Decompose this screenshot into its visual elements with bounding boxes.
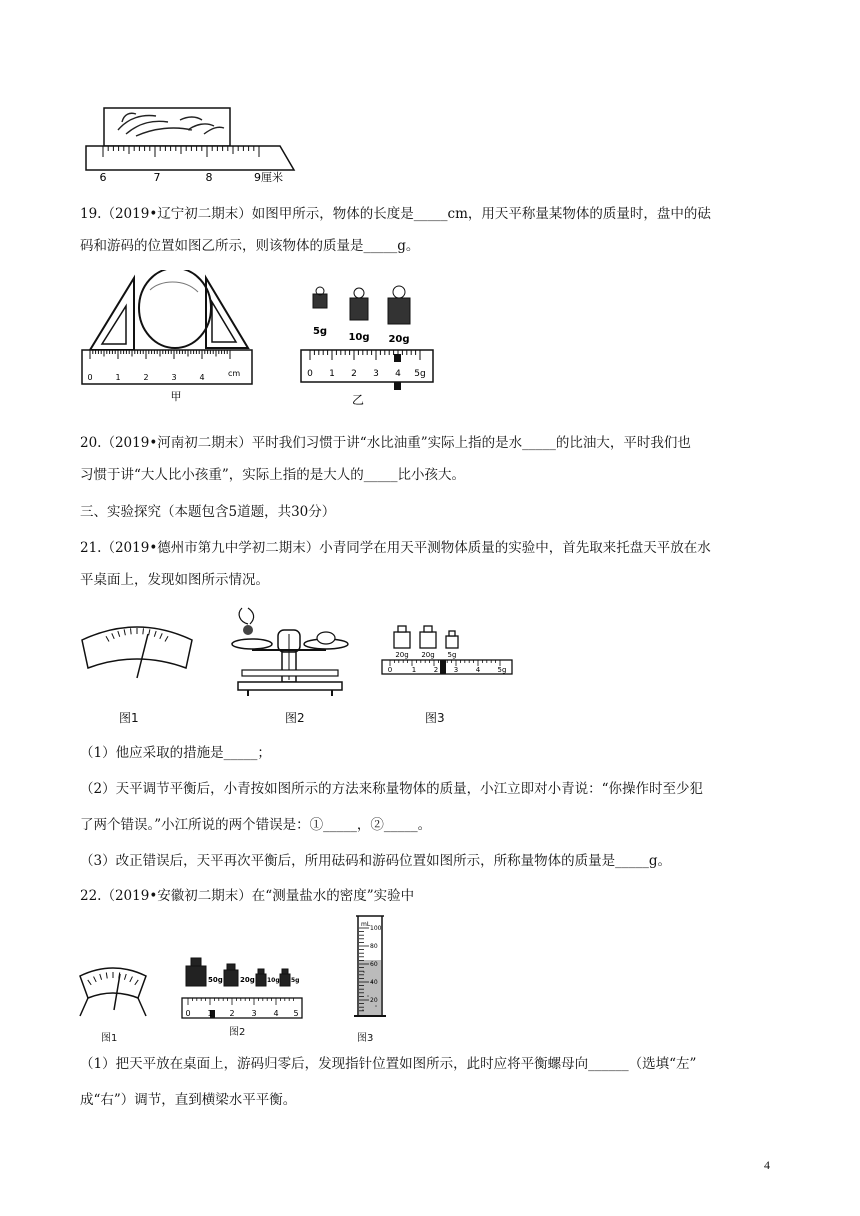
q22-sub1-line1: （1）把天平放在桌面上，游码归零后，发现指针位置如图所示，此时应将平衡螺母向______（选填“左”: [80, 1056, 697, 1072]
ruler-tick-label: 5: [293, 1009, 299, 1018]
q21-caption-fig2: 图2: [285, 711, 305, 725]
ruler-tick-label: 7: [153, 171, 161, 184]
ruler-tick-label: 0: [307, 369, 313, 379]
q21-text-line2: 平桌面上，发现如图所示情况。: [80, 572, 269, 588]
q21-figure3-weights-rider: [380, 624, 516, 684]
q21-caption-fig1: 图1: [119, 711, 139, 725]
ruler-tick-label: 1: [411, 666, 417, 674]
ruler-tick-label: 3: [373, 369, 379, 379]
ruler-tick-label: 0: [185, 1009, 191, 1018]
cylinder-tick-label: 20: [370, 997, 378, 1004]
q21-text-line1: 21.（2019•德州市第九中学初二期末）小青同学在用天平测物体质量的实验中，首先取来托盘天平放在水: [80, 540, 711, 556]
q22-caption-fig1: 图1: [101, 1033, 118, 1044]
q21-sub3: （3）改正错误后，天平再次平衡后，所用砝码和游码位置如图所示，所称量物体的质量是_____g。: [80, 853, 671, 869]
weight-label-5g: 5g: [312, 326, 328, 337]
ruler-tick-label: 3: [171, 373, 177, 382]
weight-label: 5g: [447, 651, 457, 659]
ruler-tick-label: 3: [453, 666, 459, 674]
ruler-tick-label: 1: [115, 373, 121, 382]
q19-text-line2: 码和游码的位置如图乙所示，则该物体的质量是_____g。: [80, 238, 420, 254]
ruler-tick-label: 2: [351, 369, 357, 379]
ruler-unit-label: cm: [228, 369, 241, 378]
q22-figure1-pointer-scale: [76, 964, 150, 1026]
ruler-tick-label: 2: [229, 1009, 235, 1018]
q21-sub2-line1: （2）天平调节平衡后，小青按如图所示的方法来称量物体的质量，小江立即对小青说：“你操作时至少犯: [80, 781, 703, 797]
ruler-tick-label: 6: [99, 171, 107, 184]
ruler-tick-label: 4: [199, 373, 205, 382]
ruler-tick-label: 5g: [497, 666, 507, 674]
dial-tick: [131, 628, 132, 634]
q21-caption-fig3: 图3: [425, 711, 445, 725]
q22-figure3-graduated-cylinder: [350, 912, 390, 1026]
ruler-tick-label: 2: [433, 666, 439, 674]
section-title: 三、实验探究（本题包含5道题，共30分）: [80, 504, 336, 520]
weight-label: 5g: [291, 977, 300, 984]
weight-label: 20g: [421, 651, 435, 659]
figure-caption-yi: 乙: [351, 393, 365, 406]
weight-label-20g: 20g: [388, 334, 410, 345]
q20-text-line1: 20.（2019•河南初二期末）平时我们习惯于讲“水比油重”实际上指的是水_____的比油大，平时我们也: [80, 435, 691, 451]
q22-caption-fig3: 图3: [357, 1033, 374, 1044]
ruler-figure-top: [84, 100, 298, 186]
ruler-tick-label: 1: [207, 1009, 213, 1018]
ruler-tick-label: 0: [387, 666, 393, 674]
cylinder-tick-label: 40: [370, 979, 378, 986]
ruler-tick-label: 2: [143, 373, 149, 382]
q21-sub1: （1）他应采取的措施是_____；: [80, 745, 271, 761]
q19-text-line1: 19.（2019•辽宁初二期末）如图甲所示，物体的长度是_____cm，用天平称量某物体的质量时，盘中的砝: [80, 206, 711, 222]
ruler-tick-label: 1: [329, 369, 335, 379]
cylinder-tick-label: 100: [370, 925, 382, 932]
ruler-tick-label: 4: [475, 666, 481, 674]
figure-caption-jia: 甲: [170, 390, 182, 403]
q22-text-line1: 22.（2019•安徽初二期末）在“测量盐水的密度”实验中: [80, 888, 415, 904]
ruler-tick-label: 4: [273, 1009, 279, 1018]
ruler-tick-label: 8: [205, 171, 213, 184]
q22-figure2-weights-rider: [180, 952, 310, 1024]
weight-label: 10g: [267, 977, 280, 984]
q22-caption-fig2: 图2: [229, 1027, 246, 1038]
q22-sub1-line2: 成“右”）调节，直到横梁水平平衡。: [80, 1092, 297, 1108]
weight-label: 20g: [395, 651, 409, 659]
ruler-tick-label: 0: [87, 373, 93, 382]
weight-label: 50g: [208, 976, 223, 984]
weight-label-10g: 10g: [348, 332, 370, 343]
q21-sub2-line2: 了两个错误。”小江所说的两个错误是：①_____，②_____。: [80, 817, 432, 833]
q21-figure2-balance: [228, 604, 356, 698]
q19-figure-jia: [80, 270, 255, 405]
page-number: 4: [764, 1158, 770, 1172]
q19-figure-yi: [298, 284, 438, 406]
cylinder-unit-label: mL: [361, 921, 371, 928]
cylinder-tick-label: 60: [370, 961, 378, 968]
ruler-tick-label: 4: [395, 369, 401, 379]
ruler-tick-label: 3: [251, 1009, 257, 1018]
weight-label: 20g: [240, 976, 255, 984]
cylinder-tick-label: 80: [370, 943, 378, 950]
dial-tick: [143, 628, 144, 634]
q21-figure1-pointer-scale: [78, 620, 196, 684]
ruler-tick-label: 5g: [414, 369, 426, 379]
q20-text-line2: 习惯于讲“大人比小孩重”，实际上指的是大人的_____比小孩大。: [80, 467, 466, 483]
ruler-tick-label: 9厘米: [254, 171, 283, 184]
